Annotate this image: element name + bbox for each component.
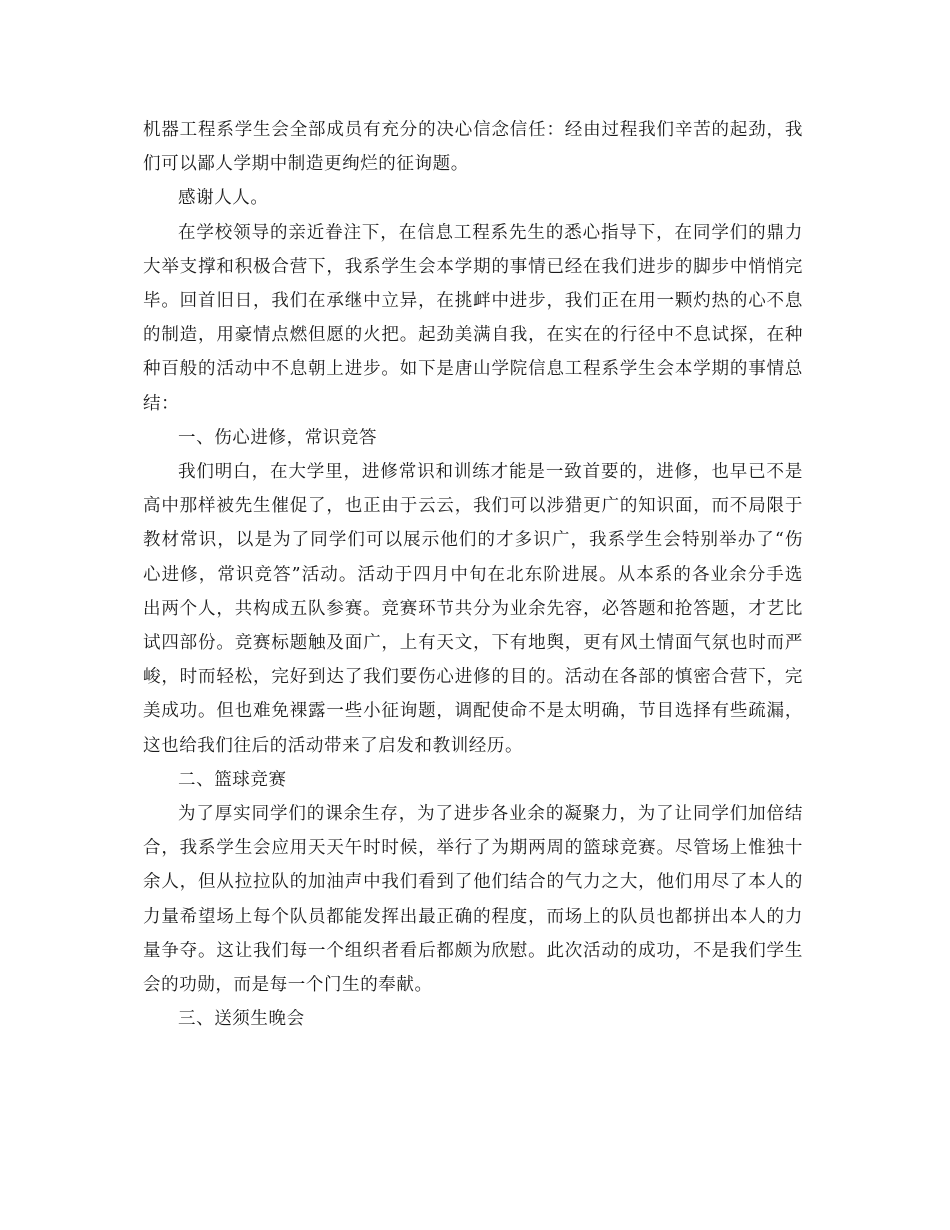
paragraph-continuation: 机器工程系学生会全部成员有充分的决心信念信任：经由过程我们辛苦的起劲，我们可以鄙人学期中制造更绚烂的征询题。 (143, 120, 803, 175)
paragraph-thanks: 感谢人人。 (178, 188, 269, 209)
paragraph-intro: 在学校领导的亲近眷注下，在信息工程系先生的悉心指导下，在同学们的鼎力大举支撑和积极合营下，我系学生会本学期的事情已经在我们进步的脚步中悄悄完毕。回首旧日，我们在承继中立异，在挑衅中进步，我们正在用一颗灼热的心不息的制造，用豪情点燃但愿的火把。起劲美满自我，在实在的行径中不息试探，在种种百般的活动中不息朝上进步。如下是唐山学院信息工程系学生会本学期的事情总结： (143, 222, 803, 414)
document-body (143, 113, 803, 1036)
paragraph-section-2: 为了厚实同学们的课余生存，为了进步各业余的凝聚力，为了让同学们加倍结合，我系学生会应用天天午时时候，举行了为期两周的篮球竞赛。尽管场上惟独十余人，但从拉拉队的加油声中我们看到了他们结合的气力之大，他们用尽了本人的力量希望场上每个队员都能发挥出最正确的程度，而场上的队员也都拼出本人的力量争夺。这让我们每一个组织者看后都颇为欣慰。此次活动的成功，不是我们学生会的功勋，而是每一个门生的奉献。 (143, 804, 803, 996)
paragraph-section-1: 我们明白，在大学里，进修常识和训练才能是一致首要的，进修，也早已不是高中那样被先生催促了，也正由于云云，我们可以涉猎更广的知识面，而不局限于教材常识，以是为了同学们可以展示他们的才多识广，我系学生会特别举办了“伤心进修，常识竞答”活动。活动于四月中旬在北东阶进展。从本系的各业余分手选出两个人，共构成五队参赛。竞赛环节共分为业余先容，必答题和抢答题，才艺比试四部份。竞赛标题触及面广，上有天文，下有地舆，更有风土情面气氛也时而严峻，时而轻松，完好到达了我们要伤心进修的目的。活动在各部的慎密合营下，完美成功。但也难免裸露一些小征询题，调配使命不是太明确，节目选择有些疏漏，这也给我们往后的活动带来了启发和教训经历。 (143, 462, 803, 756)
section-heading-3: 三、送须生晚会 (178, 1009, 305, 1030)
section-heading-2: 二、篮球竞赛 (178, 769, 287, 790)
section-heading-1: 一、伤心进修，常识竞答 (178, 427, 378, 448)
